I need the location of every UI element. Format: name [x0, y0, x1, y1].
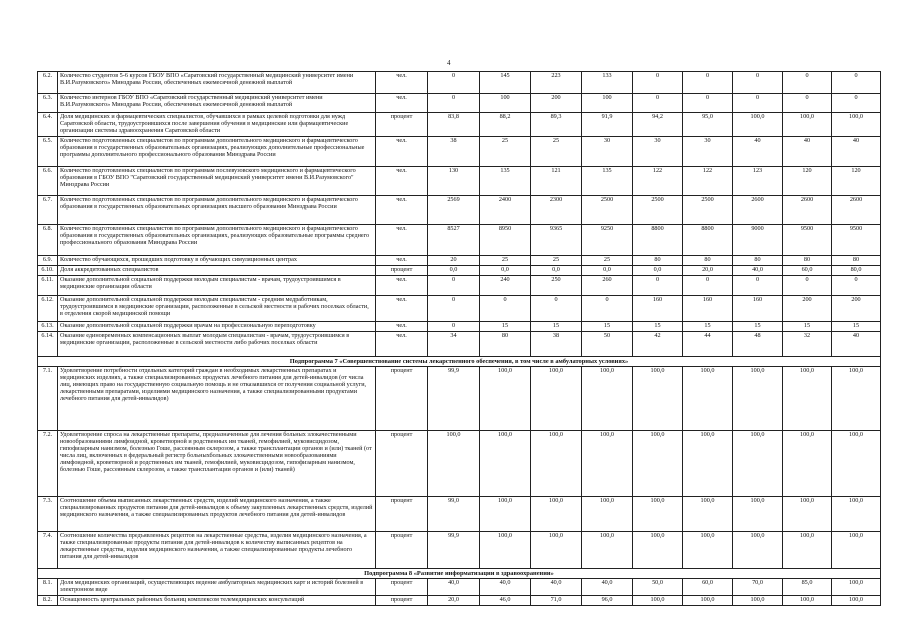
- indicator-value: 40: [832, 136, 881, 166]
- indicator-value: 145: [480, 72, 531, 94]
- indicator-value: 0: [733, 275, 783, 295]
- indicator-value: 0: [428, 94, 480, 113]
- indicator-value: 100,0: [783, 113, 832, 137]
- indicators-table: [37, 71, 881, 606]
- indicator-value: 40: [832, 331, 881, 356]
- unit-of-measure: чел.: [376, 72, 428, 94]
- indicator-value: 2600: [832, 195, 881, 224]
- indicator-value: 15: [832, 321, 881, 331]
- indicator-value: 85,0: [783, 579, 832, 596]
- indicator-value: 100,0: [683, 430, 733, 496]
- indicator-name: Оказание дополнительной социальной поддержки молодым специалистам - средним медработникам, трудоустроившимся в медицинские организации, расположенные в сельской местности и рабочих поселках области, в отделения скорой медицинской помощи: [58, 295, 376, 321]
- indicator-value: 80: [633, 255, 683, 265]
- unit-of-measure: чел.: [376, 94, 428, 113]
- indicator-value: 100,0: [683, 531, 733, 568]
- indicator-value: 100,0: [633, 596, 683, 606]
- indicator-value: 88,2: [480, 113, 531, 137]
- indicator-value: 0: [683, 94, 733, 113]
- indicator-value: 100,0: [832, 430, 881, 496]
- indicator-value: 100,0: [733, 531, 783, 568]
- indicator-value: 100,0: [683, 366, 733, 430]
- indicator-value: 135: [480, 166, 531, 195]
- table-row: [38, 224, 881, 255]
- indicator-value: 80: [683, 255, 733, 265]
- indicator-name: Оснащенность центральных районных больниц комплексом телемедицинских консультаций: [58, 596, 376, 606]
- unit-of-measure: чел.: [376, 321, 428, 331]
- indicator-value: 83,8: [428, 113, 480, 137]
- indicator-value: 100: [480, 94, 531, 113]
- row-number: 8.1.: [38, 579, 58, 596]
- unit-of-measure: чел.: [376, 195, 428, 224]
- indicator-value: 70,0: [733, 579, 783, 596]
- indicator-value: 0: [633, 275, 683, 295]
- unit-of-measure: процент: [376, 430, 428, 496]
- indicator-value: 2500: [582, 195, 633, 224]
- indicator-value: 100,0: [480, 366, 531, 430]
- indicator-value: 100,0: [733, 113, 783, 137]
- indicator-value: 0: [480, 295, 531, 321]
- indicator-value: 9250: [582, 224, 633, 255]
- indicator-value: 20,0: [683, 265, 733, 275]
- unit-of-measure: процент: [376, 496, 428, 531]
- indicator-value: 15: [480, 321, 531, 331]
- indicator-value: 100,0: [531, 366, 582, 430]
- row-number: 7.3.: [38, 496, 58, 531]
- subprogram-header: [38, 568, 881, 578]
- indicator-value: 120: [783, 166, 832, 195]
- unit-of-measure: процент: [376, 366, 428, 430]
- indicator-value: 15: [683, 321, 733, 331]
- indicator-value: 223: [531, 72, 582, 94]
- indicator-value: 0: [733, 94, 783, 113]
- indicator-value: 100,0: [582, 366, 633, 430]
- row-number: 6.10.: [38, 265, 58, 275]
- indicator-name: Оказание единовременных компенсационных выплат молодым специалистам - врачам, трудоустроившимся в медицинские организации, расположенные в сельской местности либо рабочих поселках области: [58, 331, 376, 356]
- indicator-value: 0: [783, 72, 832, 94]
- indicator-value: 0: [428, 72, 480, 94]
- indicator-name: Доля медицинских и фармацевтических специалистов, обучавшихся в рамках целевой подготовки для нужд Саратовской области, трудоустроившихся после завершения обучения в медицинские или фармацевтические организации системы здравоохранения Саратовской области: [58, 113, 376, 137]
- indicator-name: Количество студентов 5-6 курсов ГБОУ ВПО «Саратовский государственный медицинский университет имени В.И.Разумовского» Минздрава России, обеспеченных ежемесячной денежной выплатой: [58, 72, 376, 94]
- indicator-value: 2600: [783, 195, 832, 224]
- indicator-value: 130: [428, 166, 480, 195]
- table-row: [38, 321, 881, 331]
- indicator-value: 15: [633, 321, 683, 331]
- indicator-name: Доля медицинских организаций, осуществляющих ведение амбулаторных медицинских карт и историй болезней в электронном виде: [58, 579, 376, 596]
- row-number: 7.4.: [38, 531, 58, 568]
- subprogram-title: Подпрограмма 8 «Развитие информатизации в здравоохранении»: [38, 568, 881, 578]
- unit-of-measure: чел.: [376, 166, 428, 195]
- indicator-value: 80: [832, 255, 881, 265]
- indicator-value: 40,0: [428, 579, 480, 596]
- unit-of-measure: процент: [376, 596, 428, 606]
- row-number: 7.1.: [38, 366, 58, 430]
- row-number: 7.2.: [38, 430, 58, 496]
- indicator-value: 200: [783, 295, 832, 321]
- table-row: [38, 596, 881, 606]
- indicator-value: 0,0: [531, 265, 582, 275]
- indicator-name: Доля аккредитованных специалистов: [58, 265, 376, 275]
- indicator-value: 100,0: [832, 113, 881, 137]
- row-number: 6.7.: [38, 195, 58, 224]
- table-row: [38, 255, 881, 265]
- indicator-value: 0: [832, 94, 881, 113]
- indicator-value: 40: [783, 136, 832, 166]
- indicator-name: Количество подготовленных специалистов по программам дополнительного медицинского и фармацевтического образования в государственных образовательных организациях, реализующих дополнительные профессиональные программы дополнительного профессионального образования Минздрава России: [58, 136, 376, 166]
- indicator-value: 25: [480, 136, 531, 166]
- indicator-value: 8950: [480, 224, 531, 255]
- indicator-value: 123: [733, 166, 783, 195]
- indicator-value: 42: [633, 331, 683, 356]
- row-number: 6.14.: [38, 331, 58, 356]
- row-number: 6.8.: [38, 224, 58, 255]
- unit-of-measure: процент: [376, 579, 428, 596]
- unit-of-measure: чел.: [376, 331, 428, 356]
- indicator-value: 15: [733, 321, 783, 331]
- indicator-value: 0: [783, 94, 832, 113]
- indicator-value: 25: [480, 255, 531, 265]
- indicator-value: 0: [733, 72, 783, 94]
- page-number: 4: [447, 59, 451, 67]
- indicator-value: 2300: [531, 195, 582, 224]
- indicator-value: 30: [633, 136, 683, 166]
- indicator-value: 2569: [428, 195, 480, 224]
- indicator-value: 40,0: [480, 579, 531, 596]
- indicator-value: 135: [582, 166, 633, 195]
- indicator-value: 96,0: [582, 596, 633, 606]
- indicator-value: 91,9: [582, 113, 633, 137]
- indicator-value: 100,0: [832, 579, 881, 596]
- indicator-value: 8800: [633, 224, 683, 255]
- unit-of-measure: чел.: [376, 255, 428, 265]
- indicator-value: 0,0: [633, 265, 683, 275]
- indicator-value: 30: [582, 136, 633, 166]
- unit-of-measure: процент: [376, 113, 428, 137]
- indicator-value: 8800: [683, 224, 733, 255]
- indicator-value: 100,0: [832, 531, 881, 568]
- indicator-value: 122: [683, 166, 733, 195]
- unit-of-measure: чел.: [376, 136, 428, 166]
- indicator-value: 95,0: [683, 113, 733, 137]
- indicator-value: 2600: [733, 195, 783, 224]
- indicator-value: 8527: [428, 224, 480, 255]
- indicator-value: 60,0: [783, 265, 832, 275]
- indicator-value: 0,0: [480, 265, 531, 275]
- indicator-value: 100,0: [633, 430, 683, 496]
- indicator-value: 2400: [480, 195, 531, 224]
- indicator-value: 9500: [832, 224, 881, 255]
- indicator-value: 100,0: [733, 596, 783, 606]
- indicator-value: 15: [531, 321, 582, 331]
- table-row: [38, 496, 881, 531]
- subprogram-title: Подпрограмма 7 «Совершенствование системы лекарственного обеспечения, в том числе в амбулаторных условиях»: [38, 356, 881, 366]
- unit-of-measure: процент: [376, 265, 428, 275]
- indicator-name: Соотношение количества предъявленных рецептов на лекарственные средства, изделия медицинского назначения, а также специализированные продукты питания для детей-инвалидов к количеству выписанных рецептов на лекарственные средства, изделия медицинского назначения, а также специализированные продукты лечебного питания для детей-инвалидов: [58, 531, 376, 568]
- indicator-value: 0,0: [582, 265, 633, 275]
- indicator-value: 20,0: [428, 596, 480, 606]
- row-number: 6.2.: [38, 72, 58, 94]
- indicator-value: 25: [531, 136, 582, 166]
- indicator-value: 80: [480, 331, 531, 356]
- indicator-value: 100,0: [733, 430, 783, 496]
- indicator-value: 46,0: [480, 596, 531, 606]
- indicator-name: Количество подготовленных специалистов по программам дополнительного медицинского и фармацевтического образования в государственных образовательных организациях, реализующих образовательные программы среднего профессионального образования Минздрава России: [58, 224, 376, 255]
- indicator-value: 20: [428, 255, 480, 265]
- indicator-name: Оказание дополнительной социальной поддержки врачам на профессиональную переподготовку: [58, 321, 376, 331]
- indicator-name: Количество подготовленных специалистов по программам дополнительного медицинского и фармацевтического образования в государственных образовательных организациях высшего образования Минздрава России: [58, 195, 376, 224]
- indicator-value: 100,0: [633, 496, 683, 531]
- indicator-value: 100,0: [531, 531, 582, 568]
- indicator-value: 0: [683, 275, 733, 295]
- indicator-value: 100,0: [783, 430, 832, 496]
- indicator-value: 48: [733, 331, 783, 356]
- indicator-value: 100,0: [733, 366, 783, 430]
- indicator-value: 50,0: [633, 579, 683, 596]
- indicator-value: 0: [633, 72, 683, 94]
- indicator-value: 0,0: [428, 265, 480, 275]
- row-number: 6.13.: [38, 321, 58, 331]
- row-number: 6.9.: [38, 255, 58, 265]
- indicator-value: 100,0: [783, 596, 832, 606]
- indicator-value: 100: [582, 94, 633, 113]
- indicator-value: 15: [582, 321, 633, 331]
- indicator-value: 2500: [683, 195, 733, 224]
- indicator-value: 50: [582, 331, 633, 356]
- indicator-value: 200: [531, 94, 582, 113]
- indicator-value: 40,0: [733, 265, 783, 275]
- table-row: [38, 94, 881, 113]
- indicator-value: 100,0: [531, 430, 582, 496]
- indicator-value: 200: [832, 295, 881, 321]
- indicator-value: 260: [582, 275, 633, 295]
- row-number: 6.11.: [38, 275, 58, 295]
- indicator-value: 100,0: [633, 366, 683, 430]
- indicator-value: 100,0: [683, 496, 733, 531]
- table-row: [38, 430, 881, 496]
- table-row: [38, 531, 881, 568]
- indicator-value: 250: [531, 275, 582, 295]
- indicator-value: 38: [531, 331, 582, 356]
- indicator-value: 9365: [531, 224, 582, 255]
- indicator-value: 240: [480, 275, 531, 295]
- indicator-value: 0: [531, 295, 582, 321]
- row-number: 6.12.: [38, 295, 58, 321]
- table-row: [38, 166, 881, 195]
- indicator-value: 100,0: [832, 496, 881, 531]
- indicator-value: 100,0: [733, 496, 783, 531]
- subprogram-header: [38, 356, 881, 366]
- indicator-value: 100,0: [582, 496, 633, 531]
- indicator-name: Количество обучающихся, прошедших подготовку в обучающих симуляционных центрах: [58, 255, 376, 265]
- indicator-value: 44: [683, 331, 733, 356]
- row-number: 6.6.: [38, 166, 58, 195]
- table-row: [38, 275, 881, 295]
- indicator-name: Количество подготовленных специалистов по программам послевузовского медицинского и фармацевтического образования в ГБОУ ВПО "Саратовский государственный медицинский университет имени В.И.Разумовского" Минздрава России: [58, 166, 376, 195]
- table-row: [38, 366, 881, 430]
- indicator-value: 99,0: [428, 496, 480, 531]
- indicator-value: 100,0: [480, 430, 531, 496]
- indicator-value: 121: [531, 166, 582, 195]
- indicator-value: 122: [633, 166, 683, 195]
- indicator-value: 80: [783, 255, 832, 265]
- indicator-value: 71,0: [531, 596, 582, 606]
- indicator-value: 160: [683, 295, 733, 321]
- indicator-value: 2500: [633, 195, 683, 224]
- indicator-name: Соотношение объема выписанных лекарственных средств, изделий медицинского назначения, а также специализированных продуктов питания для детей-инвалидов к объему закупленных лекарственных средств, изделий медицинского назначения, а также специализированных продуктов лечебного питания для детей-инвалидов: [58, 496, 376, 531]
- indicator-value: 25: [531, 255, 582, 265]
- indicator-value: 80,0: [832, 265, 881, 275]
- indicator-value: 80: [733, 255, 783, 265]
- table-row: [38, 72, 881, 94]
- indicator-value: 30: [683, 136, 733, 166]
- table-row: [38, 265, 881, 275]
- row-number: 6.4.: [38, 113, 58, 137]
- indicator-name: Оказание дополнительной социальной поддержки молодым специалистам - врачам, трудоустроившимся в медицинские организации области: [58, 275, 376, 295]
- indicator-name: Удовлетворение потребности отдельных категорий граждан в необходимых лекарственных препаратах и медицинских изделиях, а также специализированных продуктах лечебного питания для детей-инвалидов (от числа лиц, имеющих право на государственную социальную помощь и не отказавшихся от получения социальной услуги, лекарственными препаратами, изделиями медицинского назначения, а также специализированными продуктами лечебного питания для детей-инвалидов): [58, 366, 376, 430]
- indicator-value: 38: [428, 136, 480, 166]
- unit-of-measure: чел.: [376, 295, 428, 321]
- row-number: 8.2.: [38, 596, 58, 606]
- table-row: [38, 331, 881, 356]
- indicator-value: 0: [832, 72, 881, 94]
- indicator-value: 0: [428, 275, 480, 295]
- indicator-value: 100,0: [582, 531, 633, 568]
- indicator-value: 160: [633, 295, 683, 321]
- indicator-value: 15: [783, 321, 832, 331]
- indicator-value: 34: [428, 331, 480, 356]
- indicator-value: 40: [733, 136, 783, 166]
- indicator-value: 100,0: [783, 366, 832, 430]
- indicator-value: 160: [733, 295, 783, 321]
- indicator-value: 100,0: [683, 596, 733, 606]
- unit-of-measure: чел.: [376, 224, 428, 255]
- indicator-value: 100,0: [480, 531, 531, 568]
- table-body: [38, 72, 881, 606]
- indicator-name: Количество интернов ГБОУ ВПО «Саратовский государственный медицинский университет имени В.И.Разумовского» Минздрава России, обеспеченных ежемесячной денежной выплатой: [58, 94, 376, 113]
- indicator-value: 99,9: [428, 366, 480, 430]
- indicator-value: 100,0: [582, 430, 633, 496]
- table-row: [38, 136, 881, 166]
- indicator-value: 133: [582, 72, 633, 94]
- table-row: [38, 113, 881, 137]
- indicator-value: 0: [633, 94, 683, 113]
- table-row: [38, 195, 881, 224]
- indicator-value: 100,0: [832, 596, 881, 606]
- indicator-value: 94,2: [633, 113, 683, 137]
- row-number: 6.5.: [38, 136, 58, 166]
- indicator-value: 60,0: [683, 579, 733, 596]
- indicator-value: 0: [582, 295, 633, 321]
- indicator-value: 9000: [733, 224, 783, 255]
- indicator-value: 0: [428, 295, 480, 321]
- indicator-value: 89,3: [531, 113, 582, 137]
- indicator-value: 0: [783, 275, 832, 295]
- indicator-value: 0: [428, 321, 480, 331]
- row-number: 6.3.: [38, 94, 58, 113]
- indicator-value: 100,0: [832, 366, 881, 430]
- indicator-value: 100,0: [480, 496, 531, 531]
- indicator-value: 0: [832, 275, 881, 295]
- indicator-value: 9500: [783, 224, 832, 255]
- indicator-value: 25: [582, 255, 633, 265]
- indicator-value: 100,0: [783, 496, 832, 531]
- indicator-value: 40,0: [582, 579, 633, 596]
- unit-of-measure: процент: [376, 531, 428, 568]
- table-row: [38, 295, 881, 321]
- indicator-value: 99,9: [428, 531, 480, 568]
- indicator-value: 100,0: [633, 531, 683, 568]
- indicator-value: 100,0: [428, 430, 480, 496]
- indicator-value: 40,0: [531, 579, 582, 596]
- indicator-value: 32: [783, 331, 832, 356]
- indicator-value: 0: [683, 72, 733, 94]
- table-row: [38, 579, 881, 596]
- indicator-value: 100,0: [531, 496, 582, 531]
- indicator-value: 120: [832, 166, 881, 195]
- indicator-name: Удовлетворение спроса на лекарственные препараты, предназначенные для лечения больных злокачественными новообразованиями лимфоидной, кроветворной и родственных им тканей, гемофилией, муковисцидозом, гипофизарным нанизмом, болезнью Гоше, рассеянным склерозом, а также трансплантации органов и (или) тканей (от числа лиц, включенных в федеральный регистр больныхбольных злокачественными новообразованиями лимфоидной, кроветворной и родственных им тканей, гемофилией, муковисцидозом, гипофизарным нанизмом, болезнью Гоше, рассеянным склерозом, а также трансплантации органов и (или) тканей): [58, 430, 376, 496]
- unit-of-measure: чел.: [376, 275, 428, 295]
- indicator-value: 100,0: [783, 531, 832, 568]
